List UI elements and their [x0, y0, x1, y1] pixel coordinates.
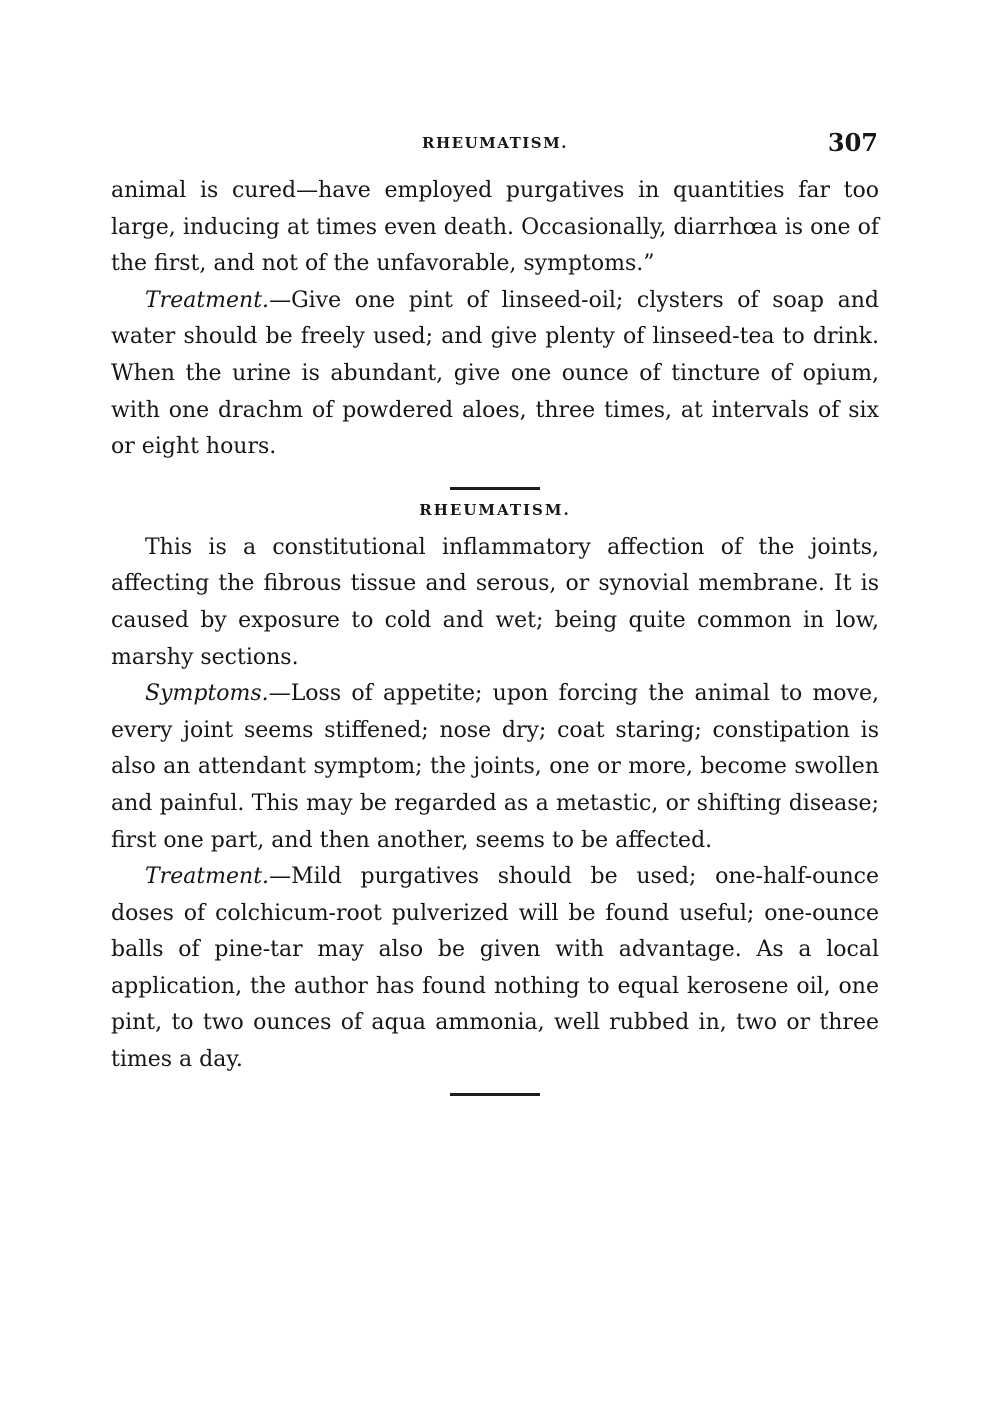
section-heading: RHEUMATISM.	[419, 500, 571, 519]
paragraph-definition: This is a constitutional inflammatory affection of the joints, affecting the fibrous tissue and serous, or synovial membrane. It is caused by exposure to cold and wet; being quite common in low, marshy sections.	[111, 534, 879, 670]
treatment-text-2: —Mild purgatives should be used; one-half-ounce doses of colchicum-root pulverized will be found useful; one-ounce balls of pine-tar may also be given with advantage. As a local application, the author has found nothing to equal kerosene oil, one pint, to two ounces of aqua ammonia, well rubbed in, two or three times a day.	[111, 864, 879, 1073]
section-divider-top	[450, 487, 540, 490]
running-title: RHEUMATISM.	[422, 134, 568, 152]
paragraph-treatment-1	[111, 283, 879, 466]
treatment-text: —Give one pint of linseed-oil; clysters of soap and water should be freely used; and give plenty of linseed-tea to drink. When the urine is abundant, give one ounce of tincture of opium, with one drachm of powdered aloes, three times, at intervals of six or eight hours.	[111, 287, 879, 460]
paragraph-continuation: animal is cured—have employed purgatives in quantities far too large, inducing at times even death. Occasionally, diarrhœa is one of the first, and not of the unfavorable, symptoms.”	[111, 178, 879, 277]
treatment-label-2: Treatment.	[145, 864, 270, 890]
paragraph-treatment-2	[111, 859, 879, 1079]
page-number: 307	[827, 128, 878, 157]
section-divider-bottom	[450, 1093, 540, 1096]
symptoms-text: —Loss of appetite; upon forcing the animal to move, every joint seems stiffened; nose dry; coat staring; constipation is also an attendant symptom; the joints, one or more, become swollen and painful. This may be regarded as a metastic, or shifting disease; first one part, and then another, seems to be affected.	[111, 681, 879, 853]
paragraph-symptoms	[111, 676, 879, 859]
body-text	[111, 173, 879, 1096]
symptoms-label: Symptoms.	[145, 681, 269, 707]
treatment-label: Treatment.	[145, 287, 270, 313]
running-head	[110, 128, 880, 160]
